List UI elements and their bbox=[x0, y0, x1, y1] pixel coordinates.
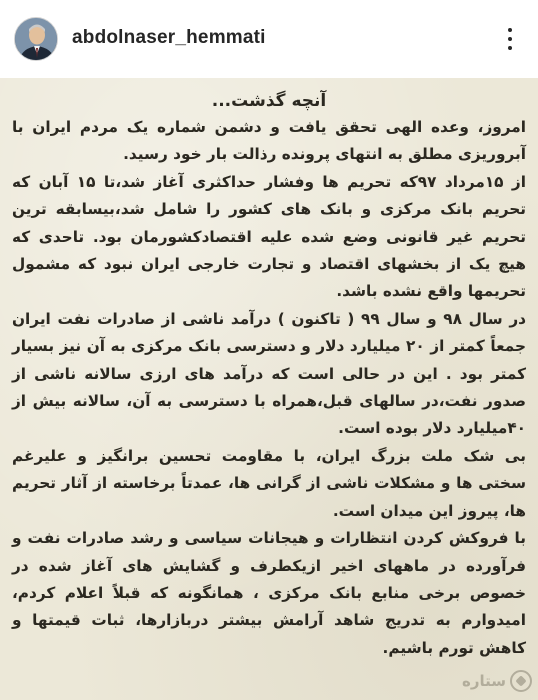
statement-title: آنچه گذشت... bbox=[211, 91, 327, 111]
statement-text bbox=[12, 88, 526, 662]
watermark-logo-icon bbox=[510, 670, 532, 692]
statement-paragraph: بی شک ملت بزرگ ایران، با مقاومت تحسین برانگیز و علیرغم سختی ها و مشکلات ناشی از گرانی ها، عمدتاً برخاسته از آثار تحریم ها، پیروز این میدان است. bbox=[12, 446, 526, 520]
avatar[interactable] bbox=[14, 17, 58, 61]
more-options-icon[interactable] bbox=[500, 28, 520, 50]
statement-paragraph: با فروکش کردن انتظارات و هیجانات سیاسی و رشد صادرات نفت و فرآورده در ماههای اخیر ازیکطرف و گشایش های آغاز شده در خصوص برخی منابع بانک مرکزی ، همانگونه که قبلاً اعلام کردم، امیدوارم به تدریج شاهد آرامش بیشتر دربازارها، ثبات قیمتها و کاهش تورم باشیم. bbox=[12, 529, 526, 657]
profile-photo-icon bbox=[15, 18, 58, 61]
dot bbox=[508, 28, 512, 32]
statement-paragraph: از ۱۵مرداد ۹۷که تحریم ها وفشار حداکثری آغاز شد،تا ۱۵ آبان که تحریم بانک مرکزی و بانک های کشور را شامل شد،بیسابقه ترین تحریم غیر قانونی وضع شده علیه اقتصادکشورمان بود. تاحدی که هیچ یک از بخشهای اقتصاد و تجارت خارجی ایران نبود که مشمول تحریمها واقع نشده باشد. bbox=[12, 172, 526, 301]
post-image[interactable] bbox=[0, 78, 538, 700]
post-header bbox=[0, 0, 538, 78]
statement-paragraph: امروز، وعده الهی تحقق یافت و دشمن شماره یک مردم ایران با آبروریزی مطلق به انتهای پرونده رذالت بار خود رسید. bbox=[12, 118, 526, 164]
statement-paragraph: در سال ۹۸ و سال ۹۹ ( تاکنون ) درآمد ناشی از صادرات نفت ایران جمعاً کمتر از ۲۰ میلیارد دلار و دسترسی بانک مرکزی به آن نیز بسیار کمتر بود . این در حالی است که درآمد های ارزی سالانه ناشی از صدور نفت،در سالهای قبل،همراه با دسترسی به آن، سالانه بیش از ۴۰میلیارد دلار بوده است. bbox=[12, 309, 527, 438]
watermark-text: ستاره bbox=[462, 672, 506, 690]
dot bbox=[508, 37, 512, 41]
dot bbox=[508, 46, 512, 50]
watermark bbox=[446, 666, 532, 696]
username-link[interactable]: abdolnaser_hemmati bbox=[72, 27, 266, 48]
